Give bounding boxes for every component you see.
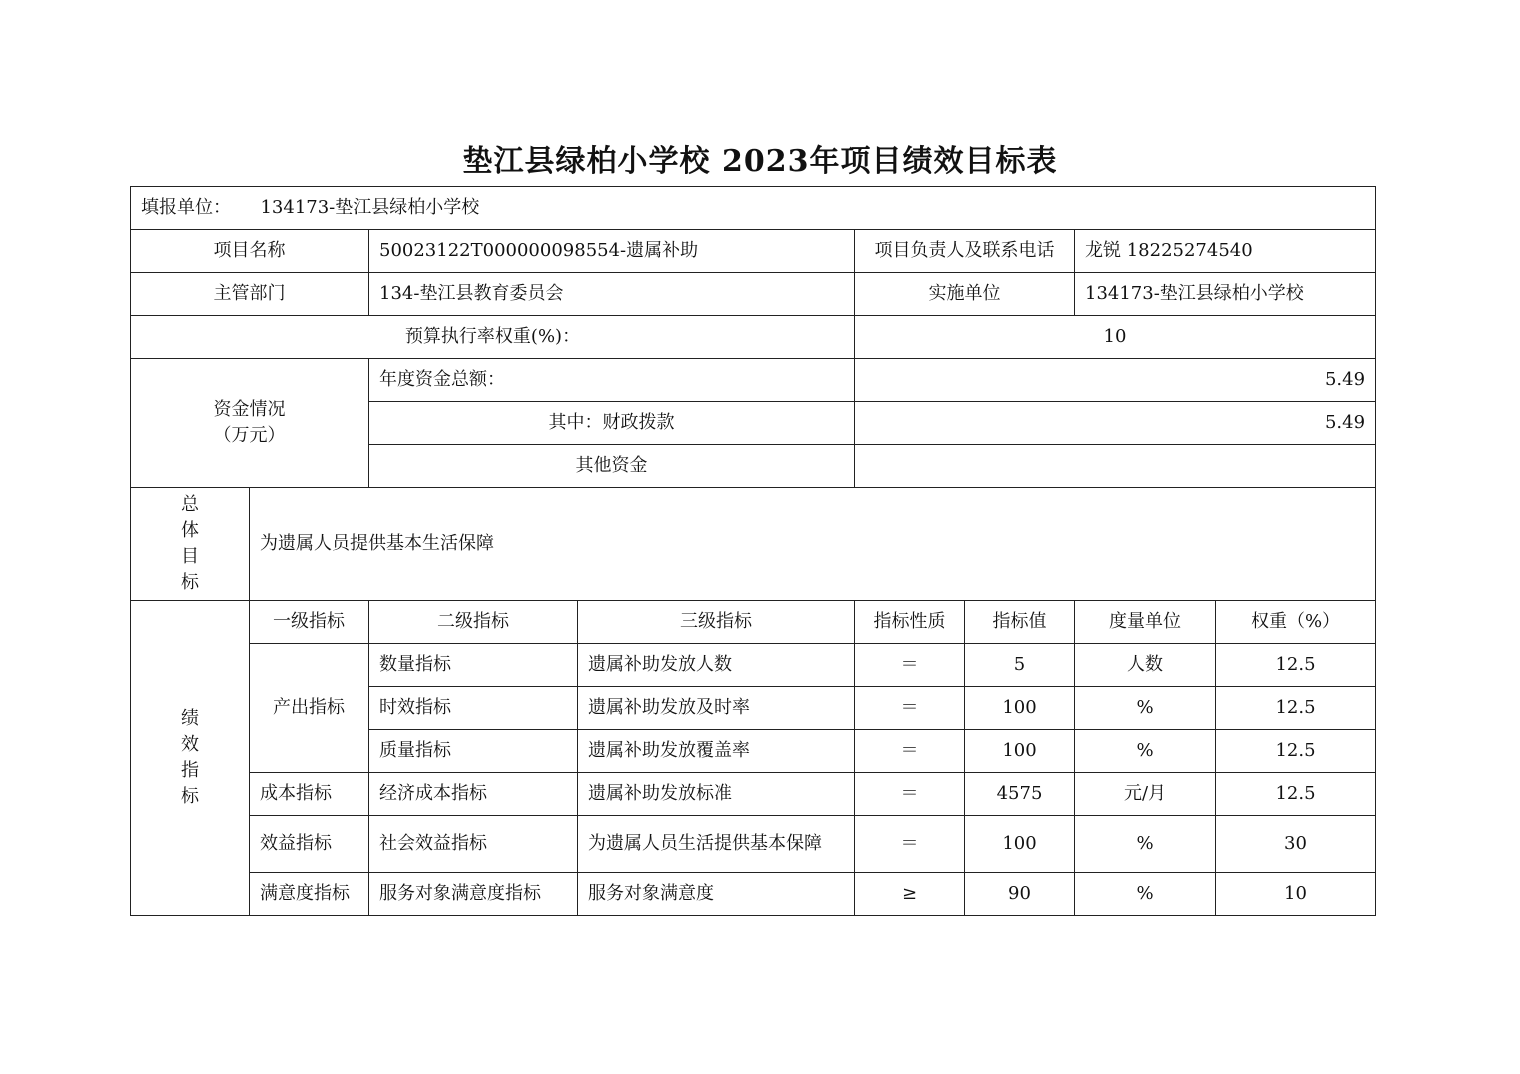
table-row <box>131 816 1376 873</box>
level1-cell: 成本指标 <box>250 773 369 816</box>
level1-cell: 效益指标 <box>250 816 369 873</box>
overall-goal-label <box>131 488 250 601</box>
output-indicator-group: 产出指标 <box>250 644 369 773</box>
dept-label: 主管部门 <box>131 273 369 316</box>
performance-target-table <box>130 186 1376 916</box>
header-unit: 度量单位 <box>1075 601 1216 644</box>
funds-total-label: 年度资金总额： <box>369 359 855 402</box>
goal-char-2: 体 <box>181 520 199 541</box>
dept-value: 134-垫江县教育委员会 <box>369 273 855 316</box>
funds-fiscal-value: 5.49 <box>855 402 1376 445</box>
impl-unit-label: 实施单位 <box>855 273 1075 316</box>
header-level2: 二级指标 <box>369 601 578 644</box>
funds-total-value: 5.49 <box>855 359 1376 402</box>
value-cell: 100 <box>965 816 1075 873</box>
level3-cell: 为遗属人员生活提供基本保障 <box>578 816 855 873</box>
nature-cell: ＝ <box>855 687 965 730</box>
level2-cell: 质量指标 <box>369 730 578 773</box>
page-title: 垫江县绿柏小学校 2023年项目绩效目标表 <box>462 144 1058 179</box>
goal-char-4: 标 <box>181 572 199 593</box>
weight-cell: 12.5 <box>1216 773 1376 816</box>
funds-fiscal-label: 其中：财政拨款 <box>369 402 855 445</box>
contact-value: 龙锐 18225274540 <box>1075 230 1376 273</box>
funds-label-line1: 资金情况 <box>213 399 286 420</box>
performance-indicator-label <box>131 601 250 916</box>
budget-weight-value: 10 <box>855 316 1376 359</box>
indicator-char-4: 标 <box>181 786 199 807</box>
weight-cell: 12.5 <box>1216 644 1376 687</box>
unit-cell: 人数 <box>1075 644 1216 687</box>
level2-cell: 数量指标 <box>369 644 578 687</box>
unit-cell: % <box>1075 730 1216 773</box>
level2-cell: 社会效益指标 <box>369 816 578 873</box>
header-level1: 一级指标 <box>250 601 369 644</box>
value-cell: 5 <box>965 644 1075 687</box>
indicator-char-2: 效 <box>181 734 199 755</box>
indicator-char-1: 绩 <box>181 708 199 729</box>
nature-cell: ＝ <box>855 816 965 873</box>
budget-weight-label: 预算执行率权重(%)： <box>131 316 855 359</box>
value-cell: 100 <box>965 687 1075 730</box>
weight-cell: 30 <box>1216 816 1376 873</box>
header-value: 指标值 <box>965 601 1075 644</box>
funds-other-value <box>855 445 1376 488</box>
level3-cell: 服务对象满意度 <box>578 873 855 916</box>
unit-cell: % <box>1075 873 1216 916</box>
nature-cell: ＝ <box>855 644 965 687</box>
table-row <box>131 873 1376 916</box>
value-cell: 90 <box>965 873 1075 916</box>
funds-other-label: 其他资金 <box>369 445 855 488</box>
contact-label: 项目负责人及联系电话 <box>855 230 1075 273</box>
filling-unit-value: 134173-垫江县绿柏小学校 <box>260 197 480 218</box>
level1-cell: 满意度指标 <box>250 873 369 916</box>
level2-cell: 服务对象满意度指标 <box>369 873 578 916</box>
unit-cell: % <box>1075 687 1216 730</box>
filling-unit-cell <box>131 187 1376 230</box>
funds-label-line2: （万元） <box>213 425 286 446</box>
level3-cell: 遗属补助发放标准 <box>578 773 855 816</box>
impl-unit-value: 134173-垫江县绿柏小学校 <box>1075 273 1376 316</box>
value-cell: 4575 <box>965 773 1075 816</box>
nature-cell: ＝ <box>855 730 965 773</box>
level3-cell: 遗属补助发放覆盖率 <box>578 730 855 773</box>
filling-unit-label: 填报单位： <box>141 197 231 218</box>
nature-cell: ＝ <box>855 773 965 816</box>
level3-cell: 遗属补助发放人数 <box>578 644 855 687</box>
weight-cell: 12.5 <box>1216 687 1376 730</box>
table-row <box>131 644 1376 687</box>
nature-cell: ≥ <box>855 873 965 916</box>
funds-label <box>131 359 369 488</box>
unit-cell: % <box>1075 816 1216 873</box>
overall-goal-text: 为遗属人员提供基本生活保障 <box>250 488 1376 601</box>
goal-char-1: 总 <box>181 494 199 515</box>
level2-cell: 时效指标 <box>369 687 578 730</box>
goal-char-3: 目 <box>181 546 199 567</box>
weight-cell: 10 <box>1216 873 1376 916</box>
table-row <box>131 773 1376 816</box>
value-cell: 100 <box>965 730 1075 773</box>
weight-cell: 12.5 <box>1216 730 1376 773</box>
unit-cell: 元/月 <box>1075 773 1216 816</box>
level2-cell: 经济成本指标 <box>369 773 578 816</box>
project-name-label: 项目名称 <box>131 230 369 273</box>
header-nature: 指标性质 <box>855 601 965 644</box>
header-weight: 权重（%） <box>1216 601 1376 644</box>
header-level3: 三级指标 <box>578 601 855 644</box>
level3-cell: 遗属补助发放及时率 <box>578 687 855 730</box>
project-name-value: 50023122T000000098554-遗属补助 <box>369 230 855 273</box>
indicator-char-3: 指 <box>181 760 199 781</box>
